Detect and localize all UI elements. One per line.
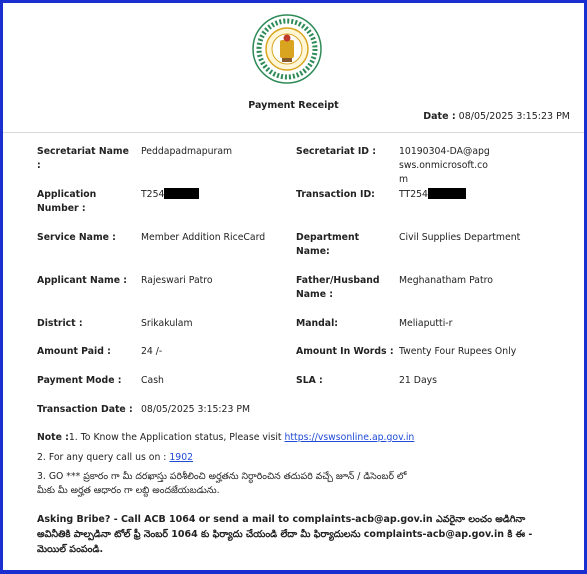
transaction-id-value: TT254 bbox=[399, 189, 428, 200]
date-label: Date : bbox=[423, 111, 456, 122]
secretariat-id-label: Secretariat ID : bbox=[296, 146, 376, 157]
note-1 bbox=[37, 431, 414, 445]
service-name-value: Member Addition RiceCard bbox=[141, 232, 266, 243]
transaction-id-label: Transaction ID: bbox=[296, 189, 375, 200]
vsws-portal-link[interactable]: https://vswsonline.ap.gov.in bbox=[284, 432, 415, 443]
payment-mode-value: Cash bbox=[141, 375, 164, 386]
sla-label: SLA : bbox=[296, 375, 323, 386]
note-2 bbox=[37, 451, 193, 465]
note-label: Note : bbox=[37, 432, 69, 443]
amount-in-words-value: Twenty Four Rupees Only bbox=[399, 346, 517, 357]
secretariat-id-value: 10190304-DA@apgsws.onmicrosoft.com bbox=[399, 146, 490, 185]
redaction-bar bbox=[164, 188, 199, 199]
note-2-text: 2. For any query call us on : bbox=[37, 452, 170, 463]
application-number-label: Application Number : bbox=[37, 189, 97, 214]
header-divider bbox=[3, 132, 584, 133]
transaction-date-label: Transaction Date : bbox=[37, 404, 133, 415]
secretariat-name-value: Peddapadmapuram bbox=[141, 146, 233, 157]
mandal-value: Meliaputti-r bbox=[399, 318, 453, 329]
transaction-id-field bbox=[399, 188, 539, 202]
application-number-value: T254 bbox=[141, 189, 165, 200]
anti-bribe-notice: Asking Bribe? - Call ACB 1064 or send a mail to complaints-acb@ap.gov.in ఎవరైనా లంచం అడిగినా అవినీతికి పాల్పడినా టోల్ ఫ్రీ నెంబర్ 1064 కు ఫిర్యాదు చేయండి లేదా మీ ఫిర్యాదులను complaints-acb@ap.gov.in కి ఈ - మెయిల్ పంపండి. bbox=[37, 514, 533, 555]
application-number-field bbox=[141, 188, 281, 202]
secretariat-name-label: Secretariat Name : bbox=[37, 146, 129, 171]
transaction-date-value: 08/05/2025 3:15:23 PM bbox=[141, 404, 250, 415]
helpline-link[interactable]: 1902 bbox=[169, 452, 194, 463]
service-name-label: Service Name : bbox=[37, 232, 116, 243]
amount-paid-value: 24 /- bbox=[141, 346, 163, 357]
receipt-date bbox=[423, 111, 570, 122]
note-3: 3. GO *** ప్రకారం గా మీ దరఖాస్తు పరిశీలించి అర్హతను నిర్ధారించిన తదుపరి వచ్చే జూన్ / డిసెంబర్ లో మీకు మీ అర్హత ఆధారం గా లబ్ది అందజేయబడును. bbox=[37, 471, 407, 496]
father-husband-name-label: Father/Husband Name : bbox=[296, 275, 380, 300]
ap-government-emblem bbox=[252, 14, 322, 84]
sla-value: 21 Days bbox=[399, 375, 437, 386]
amount-paid-label: Amount Paid : bbox=[37, 346, 111, 357]
page-title: Payment Receipt bbox=[248, 100, 339, 111]
amount-in-words-label: Amount In Words : bbox=[296, 346, 394, 357]
father-husband-name-value: Meghanatham Patro bbox=[399, 275, 493, 286]
applicant-name-value: Rajeswari Patro bbox=[141, 275, 213, 286]
redaction-bar bbox=[428, 188, 466, 199]
date-value: 08/05/2025 3:15:23 PM bbox=[458, 111, 570, 122]
district-value: Srikakulam bbox=[141, 318, 193, 329]
payment-mode-label: Payment Mode : bbox=[37, 375, 122, 386]
district-label: District : bbox=[37, 318, 83, 329]
mandal-label: Mandal: bbox=[296, 318, 338, 329]
applicant-name-label: Applicant Name : bbox=[37, 275, 127, 286]
department-name-label: Department Name: bbox=[296, 232, 360, 257]
note-1-text: 1. To Know the Application status, Please visit bbox=[68, 432, 285, 443]
department-name-value: Civil Supplies Department bbox=[399, 232, 521, 243]
